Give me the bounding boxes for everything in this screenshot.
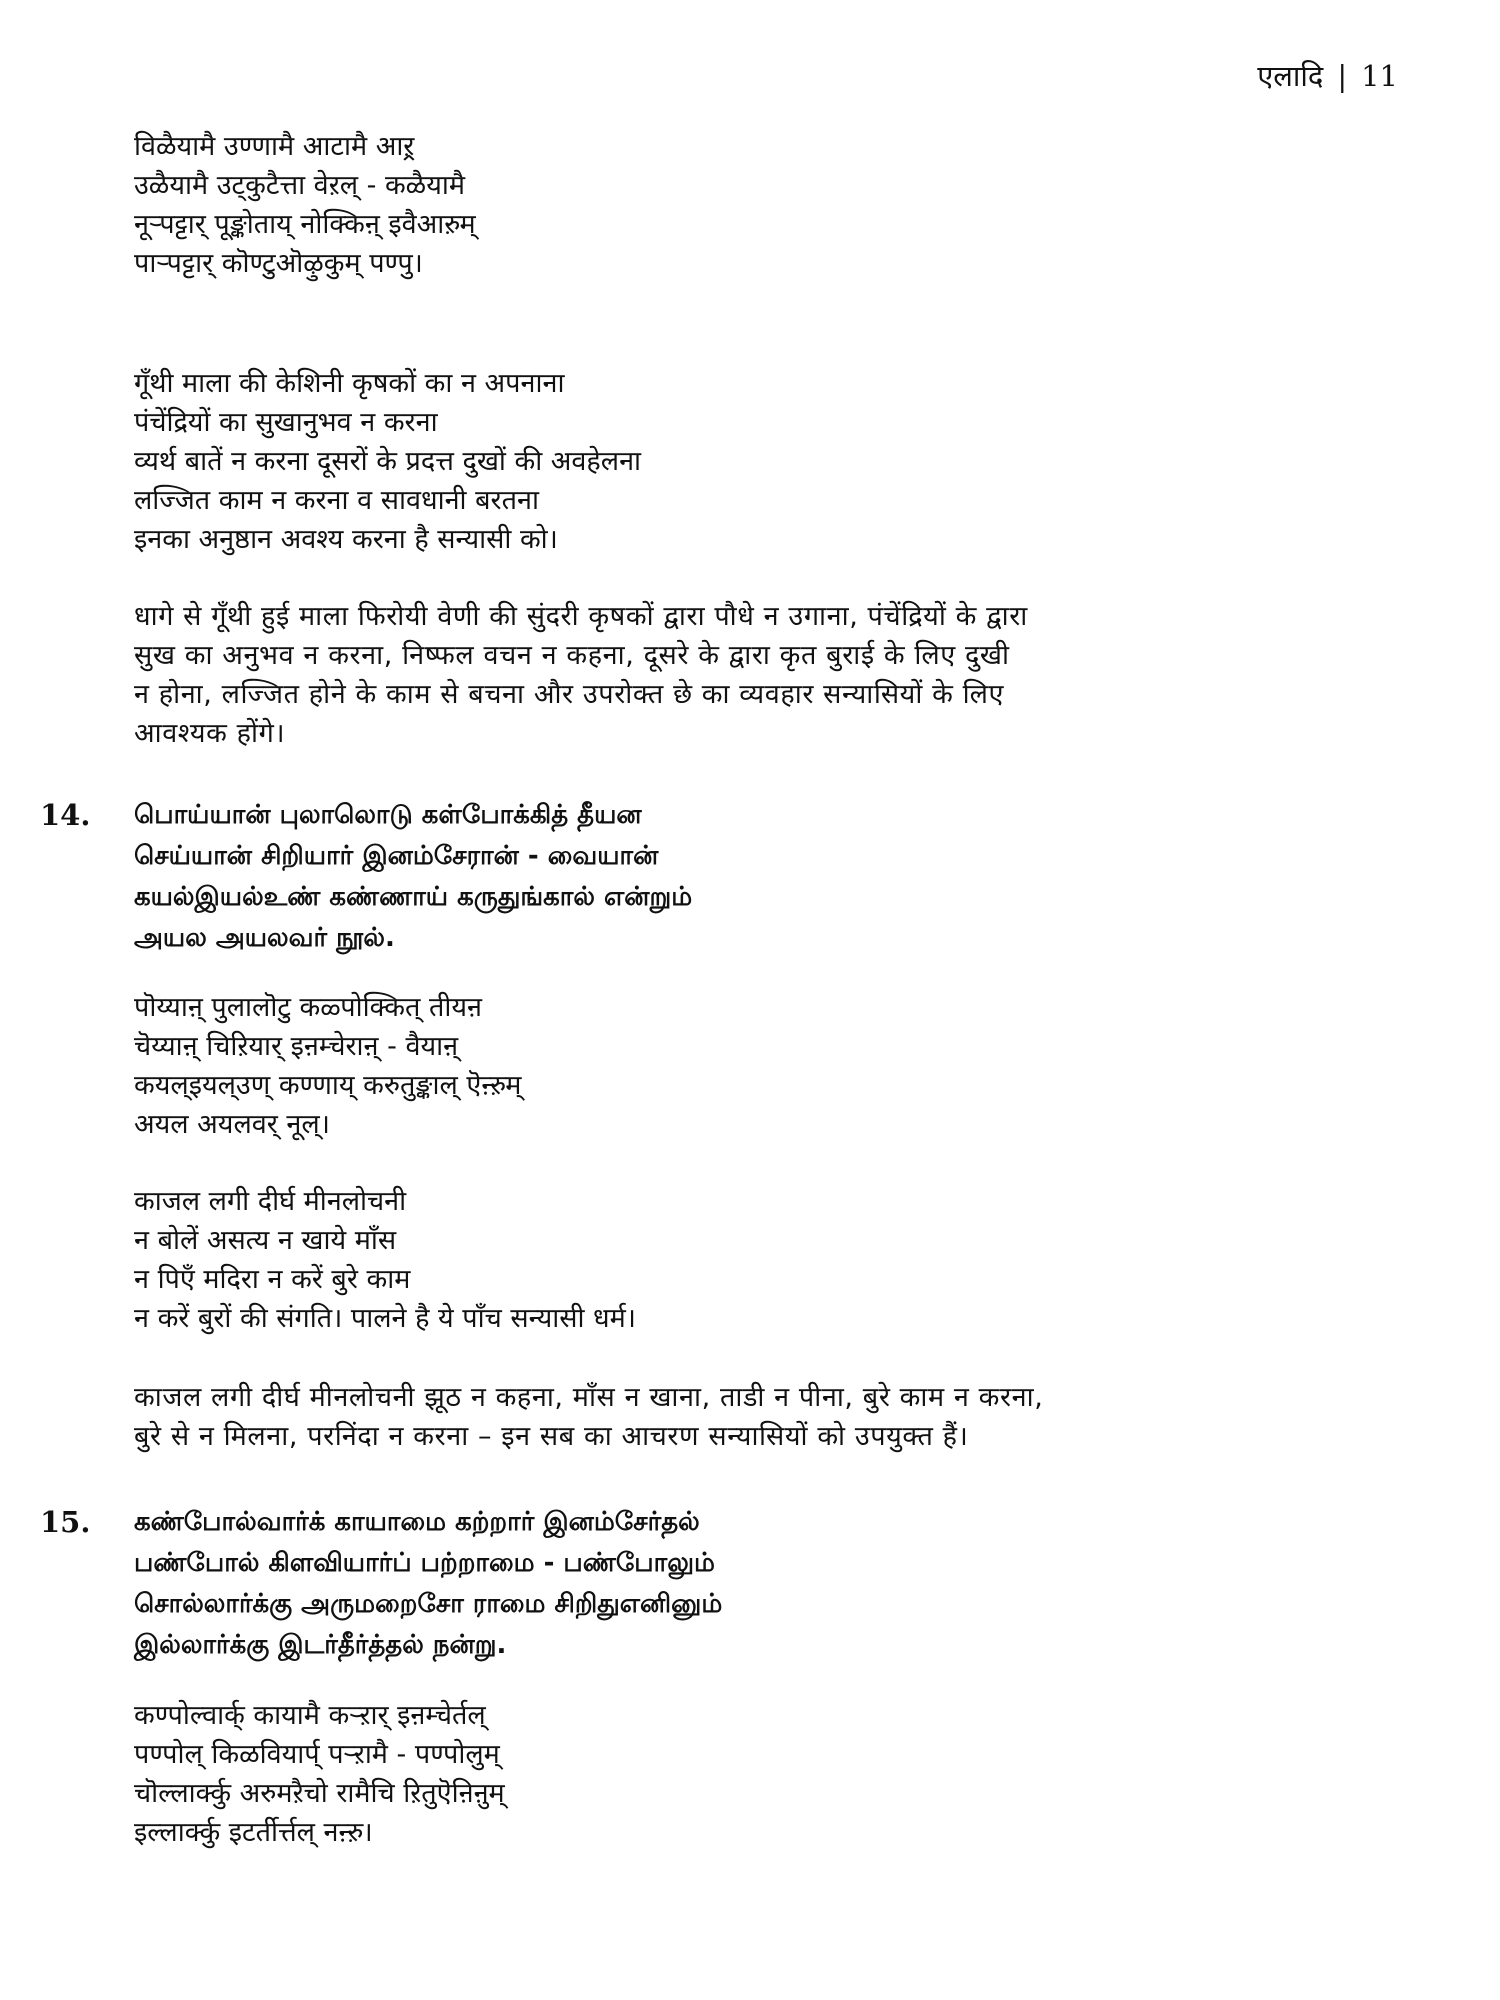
prose-line: आवश्यक होंगे। <box>134 718 286 749</box>
header-separator: | <box>1337 59 1348 93</box>
verse-15-tamil <box>134 1502 1374 1666</box>
verse-14-tamil <box>134 795 1374 959</box>
verse-number: 14. <box>40 798 91 832</box>
page-number: 11 <box>1361 59 1398 93</box>
tamil-verse-line: பண்போல் கிளவியார்ப் பற்றாமை - பண்போலும் <box>134 1548 715 1578</box>
verse-line: चॆय्याऩ् चिऱियार् इऩम्चेराऩ् - वैयाऩ् <box>134 1031 459 1062</box>
verse-line: अयल अयलवर् नूल्। <box>134 1109 330 1140</box>
prose-line: काजल लगी दीर्घ मीनलोचनी झूठ न कहना, माँस न खाना, ताडी न पीना, बुरे काम न करना, <box>134 1382 1044 1413</box>
tamil-verse-line: இல்லார்க்கு இடர்தீர்த்தல் நன்று. <box>134 1630 507 1660</box>
tamil-verse-line: செய்யான் சிறியார் இனம்சேரான் - வையான் <box>134 841 659 871</box>
verse-line: पाऱ्पट्टार् कॊण्टुऒऴुकुम् पण्पु। <box>134 248 423 279</box>
verse-14-transliteration <box>134 988 1374 1144</box>
verse-15-transliteration <box>134 1696 1374 1852</box>
verse-line: व्यर्थ बातें न करना दूसरों के प्रदत्त दुखों की अवहेलना <box>134 446 642 477</box>
prose-line: सुख का अनुभव न करना, निष्फल वचन न कहना, दूसरे के द्वारा कृत बुराई के लिए दुखी <box>134 640 1010 671</box>
prose-line: धागे से गूँथी हुई माला फिरोयी वेणी की सुंदरी कृषकों द्वारा पौधे न उगाना, पंचेंद्रियों के द्वारा <box>134 601 1028 632</box>
verse-line: काजल लगी दीर्घ मीनलोचनी <box>134 1186 407 1217</box>
tamil-verse-line: பொய்யான் புலாலொடு கள்போக்கித் தீயன <box>134 800 642 830</box>
verse-line: न पिएँ मदिरा न करें बुरे काम <box>134 1264 411 1295</box>
book-title: एलादि <box>1257 59 1324 93</box>
verse-14-hindi-verse <box>134 1182 1374 1338</box>
verse-13-transliteration <box>134 127 1374 283</box>
verse-line: नूऱ्पट्टार् पूङ्कोताय् नोक्किऩ् इवैआऱुम् <box>134 209 476 240</box>
verse-line: कयल्इयल्उण् कण्णाय् करुतुङ्काल् ऎऩ्ऱुम् <box>134 1070 522 1101</box>
prose-line: न होना, लज्जित होने के काम से बचना और उपरोक्त छे का व्यवहार सन्यासियों के लिए <box>134 679 1005 710</box>
verse-line: गूँथी माला की केशिनी कृषकों का न अपनाना <box>134 368 565 399</box>
verse-line: पण्पोल् किळवियार्प् पऱ्ऱामै - पण्पोलुम् <box>134 1739 500 1770</box>
verse-number: 15. <box>40 1505 91 1539</box>
verse-line: चॊल्लार्क्कु अरुमऱैचो रामैचि ऱितुऎऩिऩुम् <box>134 1778 505 1809</box>
verse-line: न करें बुरों की संगति। पालने है ये पाँच सन्यासी धर्म। <box>134 1303 637 1334</box>
prose-line: बुरे से न मिलना, परनिंदा न करना – इन सब का आचरण सन्यासियों को उपयुक्त हैं। <box>134 1421 969 1452</box>
verse-line: विळैयामै उण्णामै आटामै आऱ्र <box>134 131 415 162</box>
verse-13-prose <box>134 597 1374 753</box>
verse-line: न बोलें असत्य न खाये माँस <box>134 1225 397 1256</box>
tamil-verse-line: கண்போல்வார்க் காயாமை கற்றார் இனம்சேர்தல் <box>134 1507 700 1537</box>
page-header <box>1257 56 1398 95</box>
tamil-verse-line: கயல்இயல்உண் கண்ணாய் கருதுங்கால் என்றும் <box>134 882 693 912</box>
verse-line: इल्लार्क्कु इटर्तीर्त्तल् नऩ्ऱु। <box>134 1817 373 1848</box>
verse-14-prose <box>134 1378 1374 1456</box>
verse-line: पॊय्याऩ् पुलालॊटु कळ्पोक्कित् तीयऩ <box>134 992 483 1023</box>
verse-13-hindi-verse <box>134 364 1374 559</box>
tamil-verse-line: சொல்லார்க்கு அருமறைசோ ராமை சிறிதுஎனினும் <box>134 1589 723 1619</box>
verse-line: कण्पोल्वार्क् कायामै कऱ्ऱार् इऩम्चेर्तल् <box>134 1700 486 1731</box>
verse-line: पंचेंद्रियों का सुखानुभव न करना <box>134 407 438 438</box>
verse-line: लज्जित काम न करना व सावधानी बरतना <box>134 485 539 516</box>
tamil-verse-line: அயல அயலவர் நூல். <box>134 923 395 953</box>
verse-line: उळैयामै उट्कुटैत्ता वेऱल् - कळैयामै <box>134 170 466 201</box>
verse-line: इनका अनुष्ठान अवश्य करना है सन्यासी को। <box>134 524 558 555</box>
